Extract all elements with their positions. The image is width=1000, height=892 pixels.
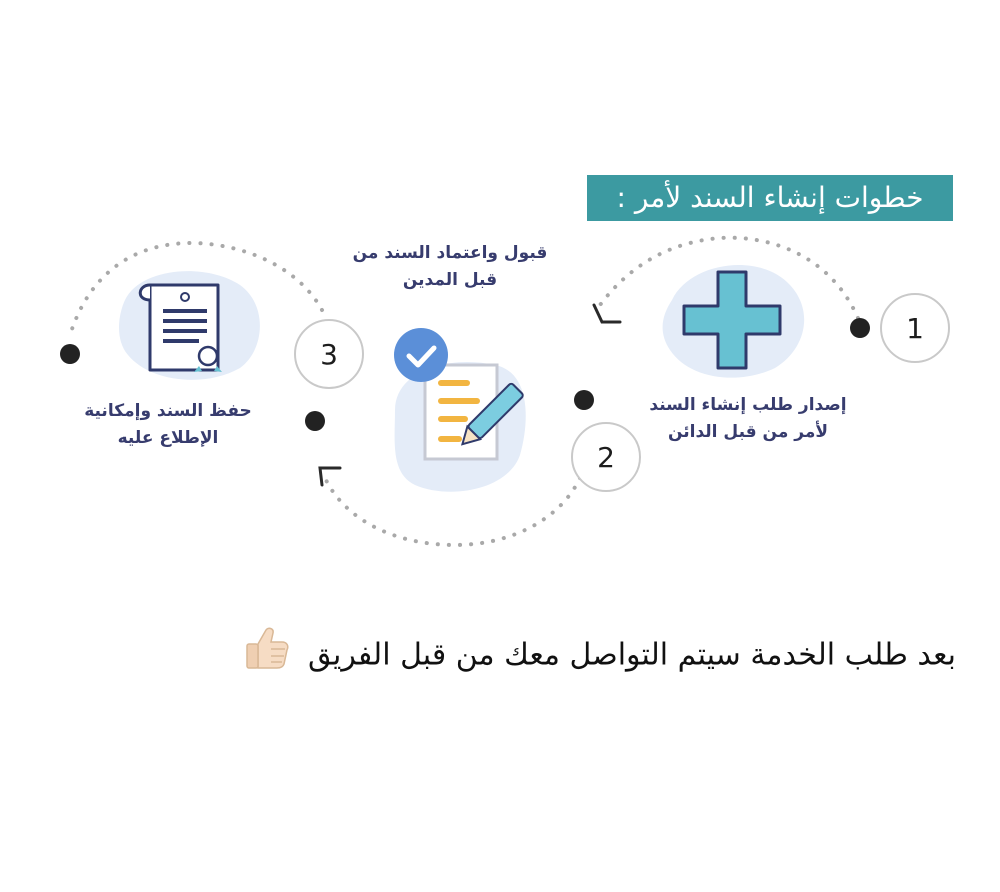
step-1-number-circle (881, 294, 949, 362)
thumbs-up-icon (244, 626, 290, 686)
step-1-number: 1 (906, 312, 924, 345)
page-title: خطوات إنشاء السند لأمر : (587, 175, 953, 221)
plus-icon (663, 265, 805, 378)
step-2-label: قبول واعتماد السند من قبل المدين (352, 243, 548, 290)
step-3-label: حفظ السند وإمكانية الإطلاع عليه (84, 401, 252, 448)
footer-text: بعد طلب الخدمة سيتم التواصل معك من قبل الفريق (307, 637, 956, 673)
footer-note (130, 626, 956, 686)
step-3-number-circle (295, 320, 363, 388)
step-1-label: إصدار طلب إنشاء السند لأمر من قبل الدائن (649, 395, 847, 442)
arrow-head-2-to-3 (320, 468, 340, 485)
arrow-head-1-to-2 (594, 305, 620, 322)
dot-end (60, 344, 80, 364)
approve-document-icon (394, 328, 526, 492)
dot-step-2 (574, 390, 594, 410)
dot-step-3 (305, 411, 325, 431)
step-3-number: 3 (320, 338, 338, 371)
dot-step-1 (850, 318, 870, 338)
certificate-icon (119, 271, 260, 380)
step-2-number: 2 (597, 441, 615, 474)
